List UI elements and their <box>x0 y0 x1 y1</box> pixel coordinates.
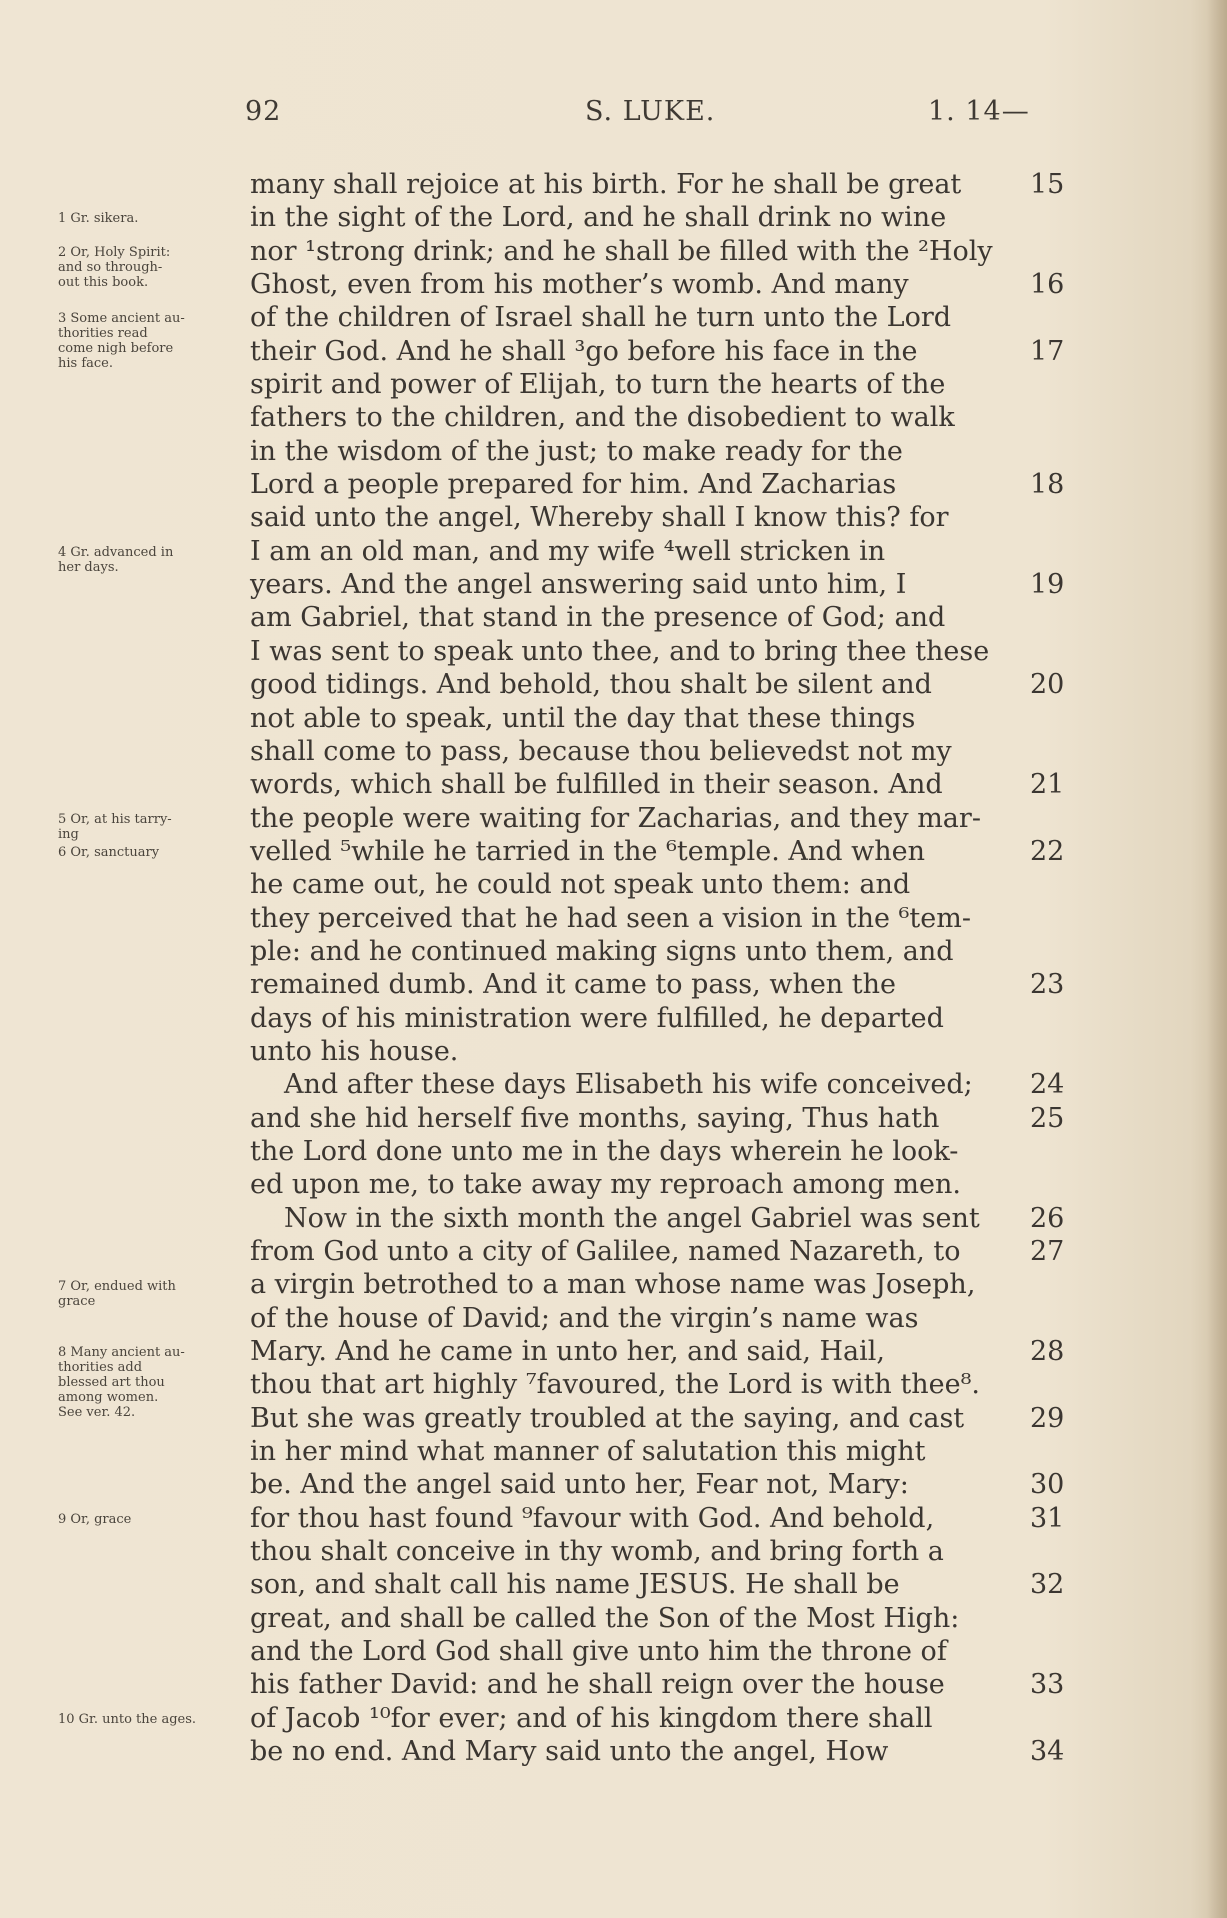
margin-note-line: 9 Or, grace <box>58 1512 132 1527</box>
margin-note-line: 4 Gr. advanced in <box>58 544 174 560</box>
line-text: thou shalt conceive in thy womb, and bring forth a <box>250 1536 944 1568</box>
chapter-verse-reference: 1. 14— <box>928 96 1030 127</box>
text-line <box>250 535 1080 568</box>
line-text: unto his house. <box>250 1035 459 1067</box>
text-line <box>250 435 1080 468</box>
text-line <box>250 1402 1080 1435</box>
text-line <box>250 468 1080 501</box>
text-line <box>250 935 1080 968</box>
text-line <box>250 1668 1080 1701</box>
text-line <box>250 1735 1080 1768</box>
line-text: days of his ministration were fulfilled, he departed <box>250 1002 944 1034</box>
line-text: be no end. And Mary said unto the angel, How <box>250 1736 889 1768</box>
line-text: Now in the sixth month the angel Gabriel was sent <box>284 1202 980 1234</box>
margin-note <box>58 245 248 290</box>
text-line <box>250 635 1080 668</box>
line-text: a virgin betrothed to a man whose name was Joseph, <box>250 1269 976 1301</box>
verse-number: 23 <box>1030 969 1065 1001</box>
margin-note-line: his face. <box>58 356 114 372</box>
line-text: ple: and he continued making signs unto them, and <box>250 935 954 967</box>
verse-number: 21 <box>1030 769 1065 801</box>
margin-note-line: her days. <box>58 559 119 575</box>
line-text: I am an old man, and my wife ⁴well stricken in <box>250 535 886 567</box>
line-text: nor ¹strong drink; and he shall be filled with the ²Holy <box>250 235 993 267</box>
line-text: Lord a people prepared for him. And Zacharias <box>250 469 897 501</box>
line-text: his father David: and he shall reign over the house <box>250 1669 945 1701</box>
verse-number: 25 <box>1030 1102 1065 1134</box>
line-text: in her mind what manner of salutation this might <box>250 1436 926 1468</box>
margin-note-line: 3 Some ancient au- <box>58 311 185 327</box>
scripture-text-column <box>250 168 1080 1769</box>
text-line <box>250 1268 1080 1301</box>
margin-note-line: ing <box>58 826 79 842</box>
verse-number: 16 <box>1030 269 1065 301</box>
line-text: words, which shall be fulfilled in their season. And <box>250 769 943 801</box>
line-text: they perceived that he had seen a vision in the ⁶tem- <box>250 902 971 934</box>
margin-note-line: 1 Gr. sikera. <box>58 211 139 227</box>
text-line <box>250 1068 1080 1101</box>
margin-note <box>58 1712 248 1727</box>
text-line <box>250 835 1080 868</box>
verse-number: 27 <box>1030 1236 1065 1267</box>
margin-note <box>58 311 248 371</box>
text-line <box>250 1368 1080 1401</box>
margin-note-line: 5 Or, at his tarry- <box>58 811 172 827</box>
line-text: be. And the angel said unto her, Fear not, Mary: <box>250 1469 909 1501</box>
line-text: for thou hast found ⁹favour with God. And behold, <box>250 1502 935 1534</box>
text-line <box>250 301 1080 334</box>
line-text: Mary. And he came in unto her, and said, Hail, <box>250 1336 886 1368</box>
text-line <box>250 768 1080 801</box>
line-text: velled ⁵while he tarried in the ⁶temple. And when <box>250 835 926 867</box>
verse-number: 31 <box>1030 1502 1065 1534</box>
text-line <box>250 1635 1080 1668</box>
text-line <box>250 668 1080 701</box>
line-text: of the children of Israel shall he turn unto the Lord <box>250 302 952 334</box>
running-title: S. LUKE. <box>585 96 716 127</box>
text-line <box>250 168 1080 201</box>
margin-note-line: 8 Many ancient au- <box>58 1345 185 1361</box>
text-line <box>250 735 1080 768</box>
margin-note <box>58 211 248 226</box>
text-line <box>250 268 1080 301</box>
text-line <box>250 1168 1080 1201</box>
line-text: And after these days Elisabeth his wife conceived; <box>284 1069 973 1101</box>
line-text: good tidings. And behold, thou shalt be silent and <box>250 669 932 701</box>
margin-note-line: 10 Gr. unto the ages. <box>58 1712 197 1728</box>
text-line <box>250 1102 1080 1135</box>
margin-note-line: come nigh before <box>58 341 174 357</box>
verse-number: 26 <box>1030 1202 1065 1234</box>
text-line <box>250 1702 1080 1735</box>
text-line <box>250 1202 1080 1235</box>
text-line <box>250 568 1080 601</box>
text-line <box>250 1335 1080 1368</box>
line-text: shall come to pass, because thou believedst not my <box>250 735 952 767</box>
line-text: from God unto a city of Galilee, named Nazareth, to <box>250 1236 961 1267</box>
text-line <box>250 702 1080 735</box>
margin-note-line: See ver. 42. <box>58 1405 136 1421</box>
line-text: ed upon me, to take away my reproach among men. <box>250 1169 961 1201</box>
text-line <box>250 235 1080 268</box>
text-line <box>250 968 1080 1001</box>
text-line <box>250 1235 1080 1268</box>
margin-note <box>58 812 248 842</box>
line-text: Ghost, even from his mother’s womb. And many <box>250 269 909 301</box>
text-line <box>250 501 1080 534</box>
margin-note-line: blessed art thou <box>58 1375 165 1391</box>
verse-number: 19 <box>1030 569 1065 601</box>
line-text: in the sight of the Lord, and he shall drink no wine <box>250 202 947 234</box>
line-text: and the Lord God shall give unto him the throne of <box>250 1636 947 1668</box>
text-line <box>250 1302 1080 1335</box>
margin-note-line: 2 Or, Holy Spirit: <box>58 244 171 260</box>
verse-number: 18 <box>1030 469 1065 501</box>
text-line <box>250 601 1080 634</box>
margin-note <box>58 1279 248 1309</box>
text-line <box>250 335 1080 368</box>
margin-note-line: thorities add <box>58 1360 143 1376</box>
line-text: he came out, he could not speak unto them: and <box>250 869 911 901</box>
page-number: 92 <box>245 96 282 127</box>
text-line <box>250 1468 1080 1501</box>
line-text: of Jacob ¹⁰for ever; and of his kingdom there shall <box>250 1702 933 1734</box>
margin-note-line: thorities read <box>58 326 148 342</box>
line-text: spirit and power of Elijah, to turn the hearts of the <box>250 369 946 401</box>
verse-number: 29 <box>1030 1402 1065 1434</box>
text-line <box>250 1035 1080 1068</box>
text-line <box>250 902 1080 935</box>
verse-number: 17 <box>1030 335 1065 367</box>
line-text: great, and shall be called the Son of the Most High: <box>250 1602 960 1634</box>
line-text: not able to speak, until the day that these things <box>250 702 916 734</box>
line-text: son, and shalt call his name JESUS. He shall be <box>250 1569 900 1601</box>
line-text: the Lord done unto me in the days wherein he look- <box>250 1135 959 1167</box>
text-line <box>250 1502 1080 1535</box>
margin-note <box>58 545 248 575</box>
margin-note <box>58 1512 248 1527</box>
line-text: and she hid herself five months, saying, Thus hath <box>250 1102 940 1134</box>
verse-number: 33 <box>1030 1669 1065 1701</box>
text-line <box>250 201 1080 234</box>
margin-note <box>58 1345 248 1420</box>
line-text: their God. And he shall ³go before his face in the <box>250 335 918 367</box>
line-text: said unto the angel, Whereby shall I know this? for <box>250 502 949 534</box>
line-text: remained dumb. And it came to pass, when the <box>250 969 896 1001</box>
text-line <box>250 401 1080 434</box>
margin-note-line: out this book. <box>58 274 149 290</box>
line-text: years. And the angel answering said unto him, I <box>250 569 907 601</box>
margin-note <box>58 845 248 860</box>
verse-number: 34 <box>1030 1736 1065 1768</box>
text-line <box>250 1135 1080 1168</box>
text-line <box>250 368 1080 401</box>
line-text: But she was greatly troubled at the saying, and cast <box>250 1402 965 1434</box>
text-line <box>250 1435 1080 1468</box>
text-line <box>250 1002 1080 1035</box>
verse-number: 15 <box>1030 169 1065 200</box>
verse-number: 32 <box>1030 1569 1065 1601</box>
page-edge-shadow <box>1207 0 1227 1918</box>
text-line <box>250 1568 1080 1601</box>
line-text: I was sent to speak unto thee, and to bring thee these <box>250 635 990 667</box>
text-line <box>250 868 1080 901</box>
line-text: of the house of David; and the virgin’s name was <box>250 1302 919 1334</box>
margin-note-line: grace <box>58 1293 96 1309</box>
verse-number: 24 <box>1030 1069 1065 1101</box>
line-text: thou that art highly ⁷favoured, the Lord is with thee⁸. <box>250 1369 980 1401</box>
line-text: in the wisdom of the just; to make ready for the <box>250 435 903 467</box>
verse-number: 22 <box>1030 835 1065 867</box>
verse-number: 30 <box>1030 1469 1065 1501</box>
text-line <box>250 802 1080 835</box>
line-text: fathers to the children, and the disobedient to walk <box>250 402 955 434</box>
text-line <box>250 1602 1080 1635</box>
text-line <box>250 1535 1080 1568</box>
verse-number: 28 <box>1030 1336 1065 1368</box>
margin-note-line: among women. <box>58 1390 159 1406</box>
margin-note-line: and so through- <box>58 259 163 275</box>
line-text: am Gabriel, that stand in the presence of God; and <box>250 602 946 634</box>
margin-note-line: 6 Or, sanctuary <box>58 845 160 860</box>
verse-number: 20 <box>1030 669 1065 701</box>
line-text: the people were waiting for Zacharias, and they mar- <box>250 802 981 834</box>
margin-note-line: 7 Or, endued with <box>58 1278 176 1294</box>
line-text: many shall rejoice at his birth. For he shall be great <box>250 169 962 200</box>
